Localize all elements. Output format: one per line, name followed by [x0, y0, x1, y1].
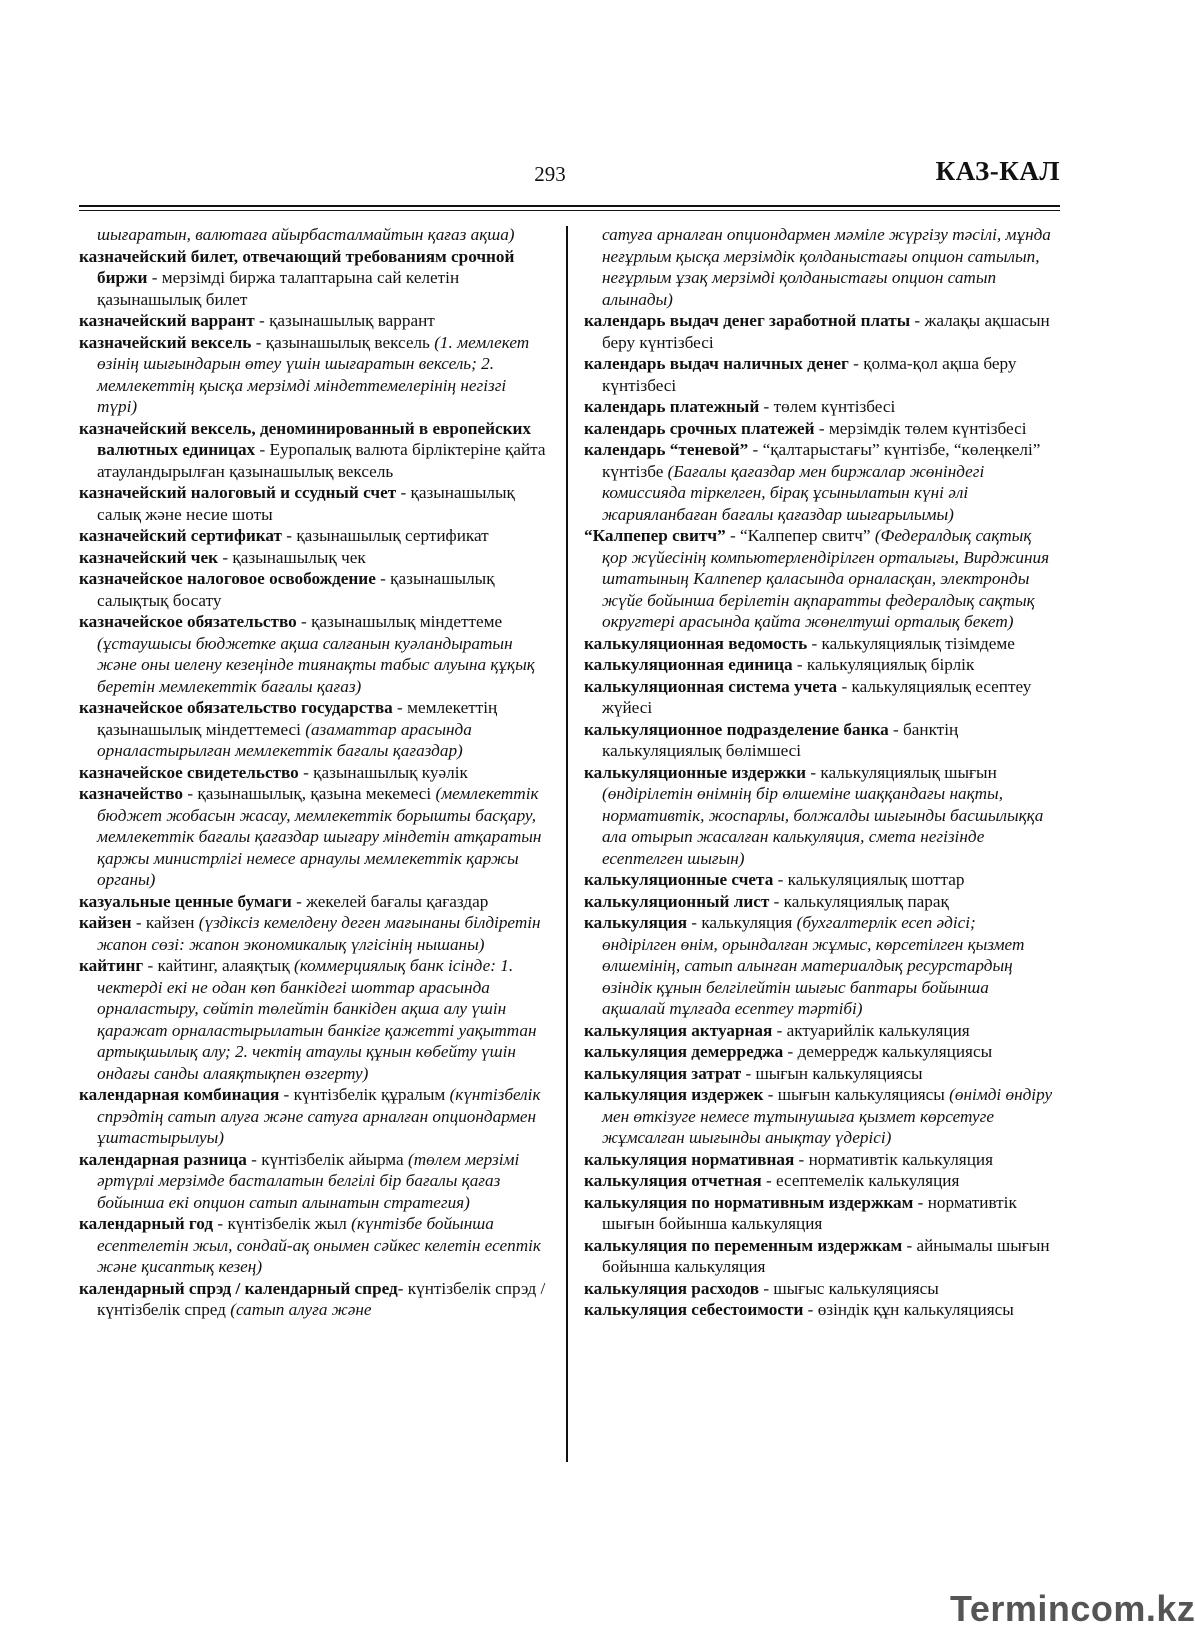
entry-separator: - [759, 397, 774, 416]
entry-separator: - [397, 1278, 408, 1298]
continuation-text: шығаратын, валютаға айырбасталмайтын қағаз ақша) [97, 225, 515, 244]
dictionary-entry [79, 525, 549, 547]
entry-translation: қазынашылық сертификат [296, 526, 489, 545]
dictionary-entry [79, 891, 549, 913]
entry-separator: - [396, 483, 411, 502]
dictionary-entry [584, 418, 1054, 440]
entry-term: казначейское обязательство [79, 612, 297, 631]
entry-term: калькуляция себестоимости [584, 1300, 804, 1319]
entry-term: калькуляция [584, 913, 687, 932]
entry-translation: калькуляциялық шығын [820, 762, 997, 782]
entry-translation: банктің калькуляциялық бөлімшесі [602, 719, 959, 760]
entry-term: калькуляция демерреджа [584, 1042, 784, 1061]
entry-note: (1. мемлекет өзінің шығындарын өтеу үшін шығаратын вексель; 2. мемлекеттің қысқа мерзімді міндеттемелерінің негізгі түрі) [97, 332, 530, 416]
dictionary-entry [79, 418, 549, 483]
dictionary-entry [584, 439, 1054, 525]
entry-translation: қолма-қол ақша беру күнтізбесі [602, 354, 1017, 395]
entry-translation: күнтізбелік спрэд / күнтізбелік спред [97, 1278, 546, 1319]
entry-translation: актуарийлік калькуляция [786, 1020, 970, 1040]
entry-separator: - [761, 1171, 776, 1190]
entry-term: календарь срочных платежей [584, 418, 815, 438]
entry-translation: қазынашылық куәлік [313, 762, 468, 782]
entry-note: (коммерциялық банк ісінде: 1. чектерді екі не одан көп банкідегі шоттар арасында орналастыру, сөйтіп төлейтін банкіден ақша алу үшін қаражат орналастырылатын банкіге қажетті уақыттан артықшылық алу; 2. чектің атаулы құнын көбейту үшін ондағы санды алаяқтықпен өзгерту) [97, 956, 537, 1083]
dictionary-entry [584, 891, 1054, 913]
entry-translation: мемлекеттің қазынашылық міндеттемесі [97, 698, 498, 739]
entry-separator: - [806, 762, 821, 782]
entry-note: (мемлекеттік бюджет жобасын жасау, мемлекеттік борышты басқару, мемлекеттік бағалы қағаздар шығару міндетін атқаратын қаржы министрлігі немесе арнаулы мемлекеттік қаржы органы) [97, 784, 542, 889]
entry-separator: - [792, 655, 807, 674]
entry-translation: қазынашылық вексель [265, 332, 430, 352]
dictionary-entry [79, 482, 549, 525]
dictionary-entry [584, 1278, 1054, 1300]
entry-separator: - [888, 719, 904, 739]
dictionary-entry [584, 1192, 1054, 1235]
entry-translation: нормативтік шығын бойынша калькуляция [602, 1192, 1017, 1233]
entry-term: калькуляционная единица [584, 655, 793, 674]
entry-term: казначейский сертификат [79, 526, 282, 545]
entry-separator: - [794, 1149, 809, 1169]
termincom-logo: Termincom.kz [950, 1588, 1195, 1629]
entry-separator: - [769, 891, 784, 911]
entry-separator: - [131, 913, 146, 932]
dictionary-entry [79, 547, 549, 569]
entry-term: калькуляция по нормативным издержкам [584, 1192, 914, 1212]
entry-translation: күнтізбелік құралым [293, 1085, 446, 1104]
entry-translation: демерредж калькуляциясы [797, 1042, 993, 1061]
entry-separator: - [773, 870, 788, 889]
entry-translation: мерзімдік төлем күнтізбесі [828, 418, 1027, 438]
entry-term: калькуляционная ведомость [584, 633, 808, 653]
entry-separator: - [143, 956, 158, 975]
entry-separator: - [279, 1085, 294, 1104]
entry-separator: - [687, 913, 702, 932]
dictionary-entry [584, 1235, 1054, 1278]
entry-term: календарь выдач денег заработной платы [584, 311, 911, 330]
dictionary-entry [584, 762, 1054, 870]
entry-separator: - [837, 676, 852, 696]
entry-term: калькуляция отчетная [584, 1171, 762, 1190]
entry-separator: - [375, 569, 391, 588]
entry-separator: - [251, 332, 266, 352]
dictionary-entry [584, 1170, 1054, 1192]
entry-term: калькуляция по переменным издержкам [584, 1235, 903, 1255]
dictionary-entry [79, 1278, 549, 1321]
entry-term: казначейское налоговое освобождение [79, 569, 376, 588]
entry-translation: калькуляциялық тізімдеме [821, 633, 1015, 653]
entry-term: казначейский билет, отвечающий требованиям срочной биржи [79, 246, 515, 287]
continuation-text: сатуға арналған опциондармен мәміле жүргізу тәсілі, мұнда неғұрлым қысқа мерзімдік қолданыстағы опцион сатылып, неғұрлым ұзақ мерзімді қолданыстағы опцион сатып алынады) [602, 225, 1051, 309]
header-rule-thick [79, 205, 1060, 207]
entry-note: (сатып алуға және [230, 1300, 372, 1319]
entry-term: кайзен [79, 913, 132, 932]
entry-term: калькуляция расходов [584, 1278, 760, 1298]
dictionary-entry [79, 1084, 549, 1149]
entry-separator: - [763, 1085, 778, 1104]
entry-term: калькуляционный лист [584, 891, 770, 911]
entry-separator: - [291, 891, 307, 911]
entry-note: (күнтізбе бойынша есептелетін жыл, сондай-ақ онымен сәйкес келетін есептік және қисаптық кезең) [97, 1214, 541, 1276]
dictionary-entry [584, 310, 1054, 353]
entry-translation: есептемелік калькуляция [776, 1171, 960, 1190]
entry-term: казначейский варрант [79, 311, 255, 330]
entry-note: (бухгалтерлік есеп әдісі; өндірілген өнім, орындалған жұмыс, көрсетілген қызмет өлшемінің, сатып алынған материалдық ресурстардың өзіндік құнын белгілейтін шығыс баптары бойынша ақшалай тұлғада есептеу тәртібі) [602, 913, 1025, 1018]
entry-separator: - [748, 440, 763, 459]
entry-note: (ұстаушысы бюджетке ақша салғанын куәландыратын және оны иелену кезеңінде тиянақты табыс алуына құқық беретін мемлекеттік бағалы қағаз) [97, 633, 535, 696]
dictionary-entry [584, 1084, 1054, 1149]
entry-translation: жекелей бағалы қағаздар [306, 891, 489, 911]
entry-translation: калькуляциялық шоттар [787, 870, 965, 889]
entry-separator: - [298, 762, 314, 782]
dictionary-entry [584, 525, 1054, 633]
entry-separator: - [246, 1149, 262, 1169]
entry-separator: - [255, 440, 270, 459]
entry-term: “Калпепер свитч” [584, 526, 726, 545]
entry-separator: - [213, 1214, 228, 1233]
entry-translation: “Калпепер свитч” [740, 526, 871, 545]
entry-separator: - [814, 418, 829, 438]
dictionary-entry [79, 1149, 549, 1214]
entry-translation: қазынашылық, қазына мекемесі [197, 784, 432, 803]
entry-term: калькуляционные издержки [584, 762, 807, 782]
entry-translation: калькуляциялық бірлік [806, 655, 975, 674]
entry-term: калькуляция актуарная [584, 1020, 773, 1040]
entry-translation: Еуропалық валюта бірліктеріне қайта атауландырылған қазынашылық вексель [97, 440, 546, 481]
dictionary-entry [79, 697, 549, 762]
entry-separator: - [807, 633, 822, 653]
entry-term: кайтинг [79, 956, 144, 975]
dictionary-entry [584, 1299, 1054, 1321]
entry-translation: кайтинг, алаяқтық [157, 956, 290, 975]
entry-translation: қазынашылық чек [232, 547, 366, 567]
dictionary-entry [79, 783, 549, 891]
entry-translation: төлем күнтізбесі [773, 397, 896, 416]
entry-translation: шығын калькуляциясы [755, 1063, 923, 1083]
entry-term: казуальные ценные бумаги [79, 891, 292, 911]
entry-separator: - [725, 526, 741, 545]
entry-translation: шығын калькуляциясы [777, 1085, 945, 1104]
entry-translation: қазынашылық салықтық босату [97, 569, 495, 610]
entry-note: (үздіксіз кемелдену деген мағынаны білдіретін жапон сөзі: жапон экономикалық үлгісінің нышаны) [97, 913, 541, 954]
dictionary-entry [79, 246, 549, 311]
entry-term: календарный спрэд / календарный спред [79, 1278, 398, 1298]
entry-separator: - [910, 311, 925, 330]
entry-translation: қазынашылық варрант [269, 311, 435, 330]
entry-translation: өзіндік құн калькуляциясы [817, 1300, 1014, 1319]
dictionary-entry [584, 719, 1054, 762]
entry-translation: күнтізбелік айырма [261, 1149, 404, 1169]
dictionary-entry [584, 396, 1054, 418]
dictionary-entry [79, 955, 549, 1084]
dictionary-entry [584, 353, 1054, 396]
entry-term: калькуляция нормативная [584, 1149, 795, 1169]
entry-translation: калькуляциялық парақ [783, 891, 949, 911]
entry-translation: қазынашылық салық және несие шоты [97, 483, 515, 524]
right-column [584, 224, 1054, 1321]
entry-separator: - [281, 526, 297, 545]
entry-translation: “қалтарыстағы” күнтізбе, “көлеңкелі” күнтізбе [602, 440, 1041, 481]
dictionary-entry [584, 1020, 1054, 1042]
entry-term: калькуляционное подразделение банка [584, 719, 889, 739]
entry-term: казначейское свидетельство [79, 762, 299, 782]
dictionary-entry [79, 611, 549, 697]
entry-term: казначейство [79, 784, 184, 803]
entry-separator: - [218, 547, 233, 567]
entry-separator: - [902, 1235, 917, 1255]
entry-translation: кайзен [145, 913, 195, 932]
entry-translation: қазынашылық міндеттеме [311, 612, 503, 631]
entry-term: калькуляция затрат [584, 1063, 742, 1083]
entry-translation: калькуляция [701, 913, 793, 932]
dictionary-entry [79, 912, 549, 955]
dictionary-entry [79, 1213, 549, 1278]
entry-term: календарь “теневой” [584, 440, 749, 459]
entry-term: календарь платежный [584, 397, 760, 416]
dictionary-entry [79, 762, 549, 784]
entry-separator: - [254, 311, 270, 330]
dictionary-entry [584, 654, 1054, 676]
entry-translation: жалақы ақшасын беру күнтізбесі [602, 311, 1050, 352]
entry-note: (Бағалы қағаздар мен биржалар жөніндегі комиссияда тіркелген, бірақ ұсынылатын күні әлі жарияланбаған бағалы қағаздар шығарылымы) [602, 461, 985, 524]
entry-term: казначейский чек [79, 547, 219, 567]
entry-term: казначейский налоговый и ссудный счет [79, 483, 397, 502]
dictionary-entry [79, 310, 549, 332]
entry-separator: - [772, 1020, 787, 1040]
entry-translation: шығыс калькуляциясы [773, 1278, 939, 1298]
entry-separator: - [147, 268, 162, 287]
entry-translation: нормативтік калькуляция [808, 1149, 993, 1169]
entry-term: календарная разница [79, 1149, 247, 1169]
entry-term: калькуляционные счета [584, 870, 774, 889]
entry-translation: айнымалы шығын бойынша калькуляция [602, 1235, 1050, 1276]
dictionary-entry [584, 912, 1054, 1020]
entry-term: календарная комбинация [79, 1085, 280, 1104]
left-column [79, 224, 549, 1321]
entry-separator: - [848, 354, 864, 373]
running-head: КАЗ-КАЛ [935, 156, 1060, 186]
entry-term: календарь выдач наличных денег [584, 354, 849, 373]
entry-separator: - [783, 1042, 798, 1061]
entry-note: (өнімді өндіру мен өткізуге немесе тұтынушыға қызмет көрсетуге жұмсалған шығынды анықтау үдерісі) [602, 1085, 1053, 1147]
dictionary-entry [584, 676, 1054, 719]
entry-note: (азаматтар арасында орналастырылған мемлекеттік бағалы қағаздар) [97, 719, 472, 760]
entry-translation: күнтізбелік жыл [227, 1214, 347, 1233]
entry-note: (күнтізбелік спрэдтің сатып алуға және сатуға арналған опциондармен ұштастырылуы) [97, 1085, 541, 1147]
dictionary-entry [584, 1063, 1054, 1085]
dictionary-entry [79, 568, 549, 611]
entry-translation: мерзімді биржа талаптарына сай келетін қазынашылық билет [97, 268, 460, 309]
dictionary-entry [584, 1041, 1054, 1063]
entry-separator: - [803, 1300, 818, 1319]
column-divider [566, 226, 568, 1462]
entry-translation: калькуляциялық есептеу жүйесі [602, 676, 1032, 717]
dictionary-entry [584, 1149, 1054, 1171]
entry-term: казначейское обязательство государства [79, 698, 393, 717]
entry-term: казначейский вексель [79, 332, 252, 352]
header-rule-thin [79, 210, 1060, 211]
page-number: 293 [534, 162, 566, 186]
dictionary-entry [79, 332, 549, 418]
entry-separator: - [759, 1278, 774, 1298]
dictionary-entry [584, 633, 1054, 655]
entry-note: (төлем мерзімі әртүрлі мерзімде басталатын белгілі бір бағалы қағаз бойынша екі опцион сатып алынатын стратегия) [97, 1149, 520, 1212]
entry-separator: - [741, 1063, 756, 1083]
entry-note: (өндірілетін өнімнің бір өлшеміне шаққандағы нақты, нормативтік, жоспарлы, болжалды шығынды басшылыққа ала отырып жасалған калькуляция, смета негізінде есептелген шығын) [602, 784, 1044, 868]
entry-separator: - [913, 1192, 928, 1212]
dictionary-entry [584, 869, 1054, 891]
entry-separator: - [296, 612, 312, 631]
entry-separator: - [183, 784, 198, 803]
entry-separator: - [392, 698, 408, 717]
entry-term: калькуляция издержек [584, 1085, 764, 1104]
entry-term: казначейский вексель, деноминированный в европейских валютных единицах [79, 418, 532, 459]
entry-note: (Федералдық сақтық қор жүйесінің компьютерлендірілген орталығы, Вирджиния штатының Калпепер қаласында орналасқан, электронды жүйе бойынша берілетін ақпаратты федералдық сақтық округтері арасында қайта жөнелтуші орталық бекет) [602, 526, 1050, 631]
entry-term: календарный год [79, 1214, 214, 1233]
entry-term: калькуляционная система учета [584, 676, 838, 696]
